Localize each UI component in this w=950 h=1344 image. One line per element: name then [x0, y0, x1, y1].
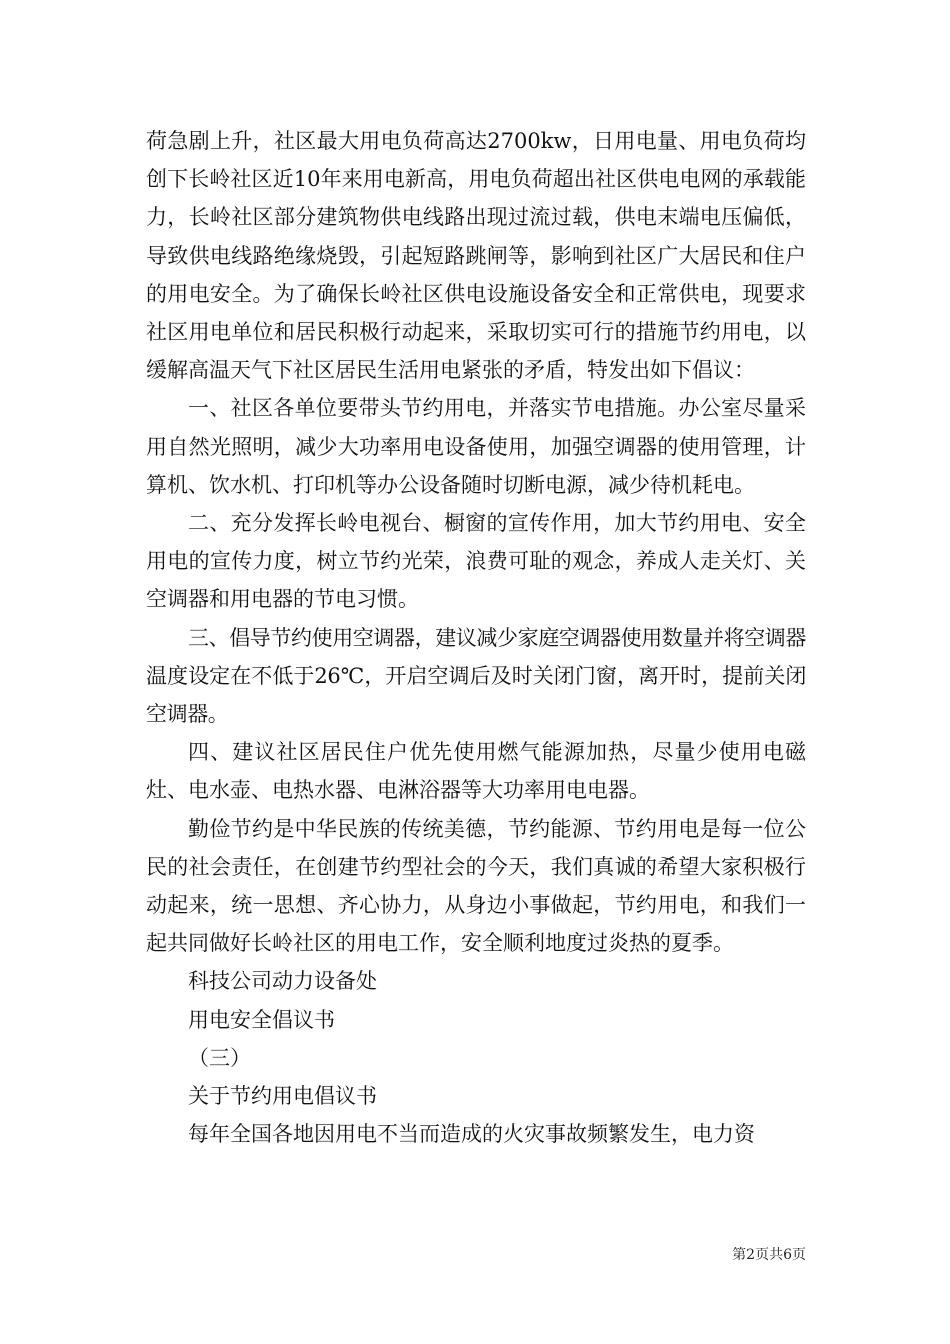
document-body: [146, 122, 806, 1153]
signature-department: 科技公司动力设备处: [188, 969, 377, 994]
intro-paragraph: 荷急剧上升，社区最大用电负荷高达2700kw，日用电量、用电负荷均创下长岭社区近10年来用电新高，用电负荷超出社区供电电网的承载能力，长岭社区部分建筑物供电线路出现过流过载，供电末端电压偏低，导致供电线路绝缘烧毁，引起短路跳闸等，影响到社区广大居民和住户的用电安全。为了确保长岭社区供电设施设备安全和正常供电，现要求社区用电单位和居民积极行动起来，采取切实可行的措施节约用电，以缓解高温天气下社区居民生活用电紧张的矛盾，特发出如下倡议：: [146, 129, 806, 383]
section-number: （三）: [188, 1045, 251, 1070]
section-heading: 关于节约用电倡议书: [188, 1084, 377, 1109]
page-number-footer: 第2页共6页: [732, 1247, 806, 1263]
proposal-two: 二、充分发挥长岭电视台、橱窗的宣传作用，加大节约用电、安全用电的宣传力度，树立节约光荣，浪费可耻的观念，养成人走关灯、关空调器和用电器的节电习惯。: [146, 511, 806, 612]
closing-paragraph: 勤俭节约是中华民族的传统美德，节约能源、节约用电是每一位公民的社会责任，在创建节约型社会的今天，我们真诚的希望大家积极行动起来，统一思想、齐心协力，从身边小事做起，节约用电，和我们一起共同做好长岭社区的用电工作，安全顺利地度过炎热的夏季。: [146, 816, 806, 956]
section-title: 用电安全倡议书: [188, 1007, 335, 1032]
proposal-one: 一、社区各单位要带头节约用电，并落实节电措施。办公室尽量采用自然光照明，减少大功率用电设备使用，加强空调器的使用管理，计算机、饮水机、打印机等办公设备随时切断电源，减少待机耗电。: [146, 396, 806, 497]
proposal-three: 三、倡导节约使用空调器，建议减少家庭空调器使用数量并将空调器温度设定在不低于26℃，开启空调后及时关闭门窗，离开时，提前关闭空调器。: [146, 625, 806, 727]
section-opening-paragraph: 每年全国各地因用电不当而造成的火灾事故频繁发生，电力资: [188, 1122, 755, 1147]
proposal-four: 四、建议社区居民住户优先使用燃气能源加热，尽量少使用电磁灶、电水壶、电热水器、电淋浴器等大功率用电电器。: [146, 740, 806, 803]
